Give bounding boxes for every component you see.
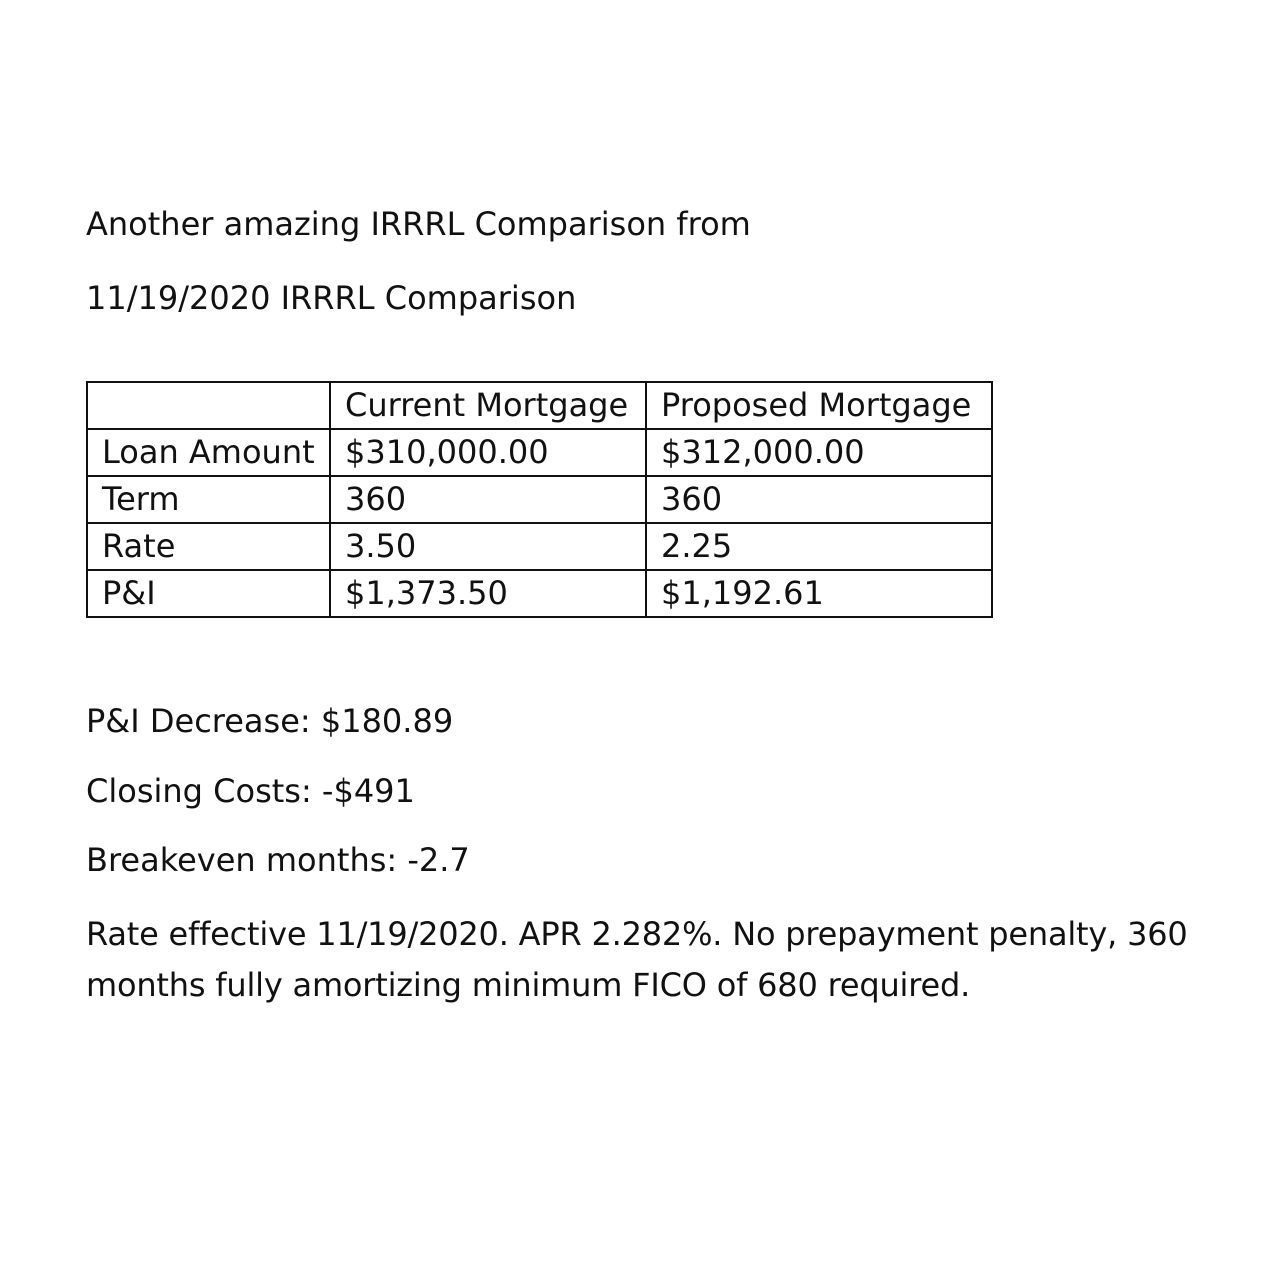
- row-proposed-value: $312,000.00: [646, 429, 992, 476]
- row-proposed-value: $1,192.61: [646, 570, 992, 617]
- row-label: Term: [87, 476, 330, 523]
- row-label: P&I: [87, 570, 330, 617]
- disclaimer-text: Rate effective 11/19/2020. APR 2.282%. No prepayment penalty, 360 months fully amortizing minimum FICO of 680 required.: [86, 915, 1188, 1004]
- pi-decrease-text: P&I Decrease: $180.89: [86, 702, 454, 740]
- table-row: [87, 570, 992, 617]
- title-line-2: 11/19/2020 IRRRL Comparison: [86, 279, 577, 317]
- row-label: Rate: [87, 523, 330, 570]
- row-proposed-value: 2.25: [646, 523, 992, 570]
- title-line-1: Another amazing IRRRL Comparison from: [86, 205, 751, 243]
- row-proposed-value: 360: [646, 476, 992, 523]
- header-cell-current: Current Mortgage: [330, 382, 646, 429]
- row-current-value: 360: [330, 476, 646, 523]
- table-header-row: [87, 382, 992, 429]
- header-cell-proposed: Proposed Mortgage: [646, 382, 992, 429]
- row-current-value: 3.50: [330, 523, 646, 570]
- table-row: [87, 476, 992, 523]
- table-row: [87, 429, 992, 476]
- row-current-value: $1,373.50: [330, 570, 646, 617]
- comparison-table: [86, 381, 993, 618]
- row-label: Loan Amount: [87, 429, 330, 476]
- table-row: [87, 523, 992, 570]
- breakeven-text: Breakeven months: -2.7: [86, 841, 470, 879]
- header-cell-blank: [87, 382, 330, 429]
- row-current-value: $310,000.00: [330, 429, 646, 476]
- closing-costs-text: Closing Costs: -$491: [86, 772, 415, 810]
